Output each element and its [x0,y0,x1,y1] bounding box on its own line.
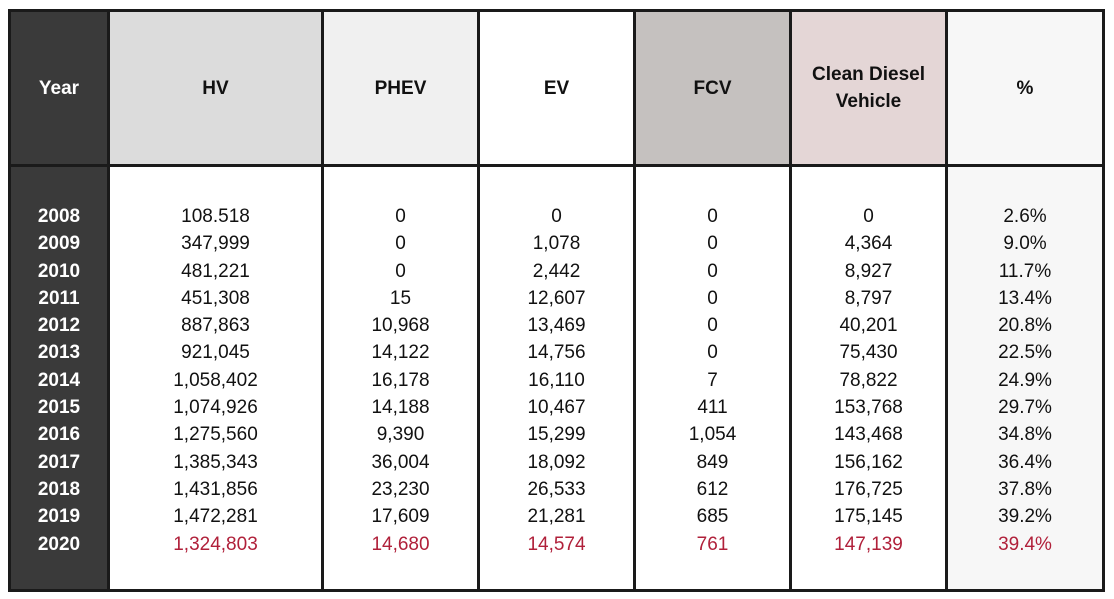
fcv-cell: 411 [697,397,728,419]
hv-cell: 481,221 [181,260,250,282]
cdv-cell: 175,145 [834,506,903,528]
ev-cell: 12,607 [527,287,586,309]
pct-cell: 20.8% [998,315,1052,337]
year-cell: 2014 [37,369,81,391]
hv-cell: 1,324,803 [173,533,258,555]
fcv-column [635,166,791,591]
cdv-cell: 40,201 [839,315,898,337]
cdv-cell: 0 [863,206,874,227]
header-year: Year [10,11,109,166]
fcv-cell: 1,054 [688,424,737,446]
data-body-row [10,166,1104,591]
ev-cell: 0 [551,206,562,227]
pct-cell: 2.6% [1003,206,1047,227]
cdv-cell: 78,822 [839,369,898,391]
data-table-frame [8,9,1102,592]
fcv-cell: 0 [707,342,718,364]
hv-cell: 887,863 [181,315,250,337]
year-cell: 2020 [37,533,81,555]
fcv-cell: 0 [707,260,718,282]
hv-column [109,166,323,591]
fcv-cell: 849 [696,451,729,473]
year-cell: 2012 [37,315,81,337]
hv-cell: 1,385,343 [173,451,258,473]
fcv-cell: 0 [707,233,718,255]
fcv-cell: 0 [707,206,718,227]
ev-cell: 10,467 [527,397,586,419]
year-cell: 2009 [37,233,81,255]
cdv-cell: 153,768 [834,397,903,419]
header-row [10,11,1104,166]
pct-cell: 11.7% [998,260,1052,282]
year-cell: 2017 [37,451,81,473]
header-percent: % [947,11,1104,166]
pct-cell: 39.2% [998,506,1052,528]
phev-cell: 0 [395,260,406,282]
ev-cell: 15,299 [527,424,586,446]
phev-cell: 14,188 [371,397,430,419]
pct-cell: 29.7% [998,397,1052,419]
hv-cell: 1,472,281 [173,506,258,528]
phev-cell: 10,968 [371,315,430,337]
fcv-cell: 685 [696,506,729,528]
pct-cell: 22.5% [998,342,1052,364]
year-column [10,166,109,591]
ev-cell: 14,756 [527,342,586,364]
ev-column [479,166,635,591]
year-cell: 2011 [38,287,80,309]
phev-cell: 0 [395,206,406,227]
cdv-cell: 176,725 [834,478,903,500]
hv-cell: 1,058,402 [173,369,258,391]
pct-cell: 39.4% [998,533,1052,555]
header-ev: EV [479,11,635,166]
hv-cell: 451,308 [181,287,250,309]
hv-cell: 1,431,856 [173,478,258,500]
vehicle-sales-table [8,9,1105,592]
phev-cell: 9,390 [376,424,425,446]
phev-cell: 15 [389,287,412,309]
cdv-cell: 8,927 [844,260,893,282]
pct-cell: 9.0% [1003,233,1047,255]
header-clean-diesel-label: Clean Diesel Vehicle [812,64,925,112]
year-cell: 2015 [37,397,81,419]
header-clean-diesel [791,11,947,166]
phev-column [323,166,479,591]
year-cell: 2013 [37,342,81,364]
phev-cell: 0 [395,233,406,255]
cdv-cell: 4,364 [844,233,893,255]
phev-cell: 36,004 [371,451,430,473]
pct-cell: 24.9% [998,369,1052,391]
ev-cell: 13,469 [527,315,586,337]
header-fcv: FCV [635,11,791,166]
ev-cell: 1,078 [532,233,581,255]
header-phev: PHEV [323,11,479,166]
ev-cell: 16,110 [528,369,585,391]
fcv-cell: 761 [696,533,729,555]
ev-cell: 21,281 [527,506,586,528]
hv-cell: 1,074,926 [173,397,258,419]
clean-diesel-column [791,166,947,591]
cdv-cell: 75,430 [839,342,898,364]
year-cell: 2018 [37,478,81,500]
hv-cell: 108.518 [181,206,250,227]
fcv-cell: 612 [696,478,729,500]
pct-cell: 36.4% [998,451,1052,473]
year-cell: 2008 [37,206,81,227]
cdv-cell: 147,139 [834,533,903,555]
phev-cell: 17,609 [371,506,430,528]
percent-column [947,166,1104,591]
phev-cell: 23,230 [371,478,430,500]
fcv-cell: 7 [707,369,718,391]
pct-cell: 13.4% [998,287,1052,309]
pct-cell: 37.8% [998,478,1052,500]
ev-cell: 18,092 [527,451,586,473]
ev-cell: 2,442 [532,260,581,282]
phev-cell: 14,122 [371,342,430,364]
ev-cell: 14,574 [527,533,586,555]
hv-cell: 347,999 [181,233,250,255]
header-hv: HV [109,11,323,166]
phev-cell: 16,178 [371,369,430,391]
phev-cell: 14,680 [371,533,430,555]
hv-cell: 921,045 [181,342,250,364]
fcv-cell: 0 [707,287,718,309]
cdv-cell: 8,797 [844,287,893,309]
year-cell: 2019 [37,506,81,528]
cdv-cell: 143,468 [834,424,903,446]
cdv-cell: 156,162 [834,451,903,473]
pct-cell: 34.8% [998,424,1052,446]
year-cell: 2016 [37,424,81,446]
year-cell: 2010 [37,260,81,282]
fcv-cell: 0 [707,315,718,337]
ev-cell: 26,533 [527,478,586,500]
hv-cell: 1,275,560 [173,424,258,446]
